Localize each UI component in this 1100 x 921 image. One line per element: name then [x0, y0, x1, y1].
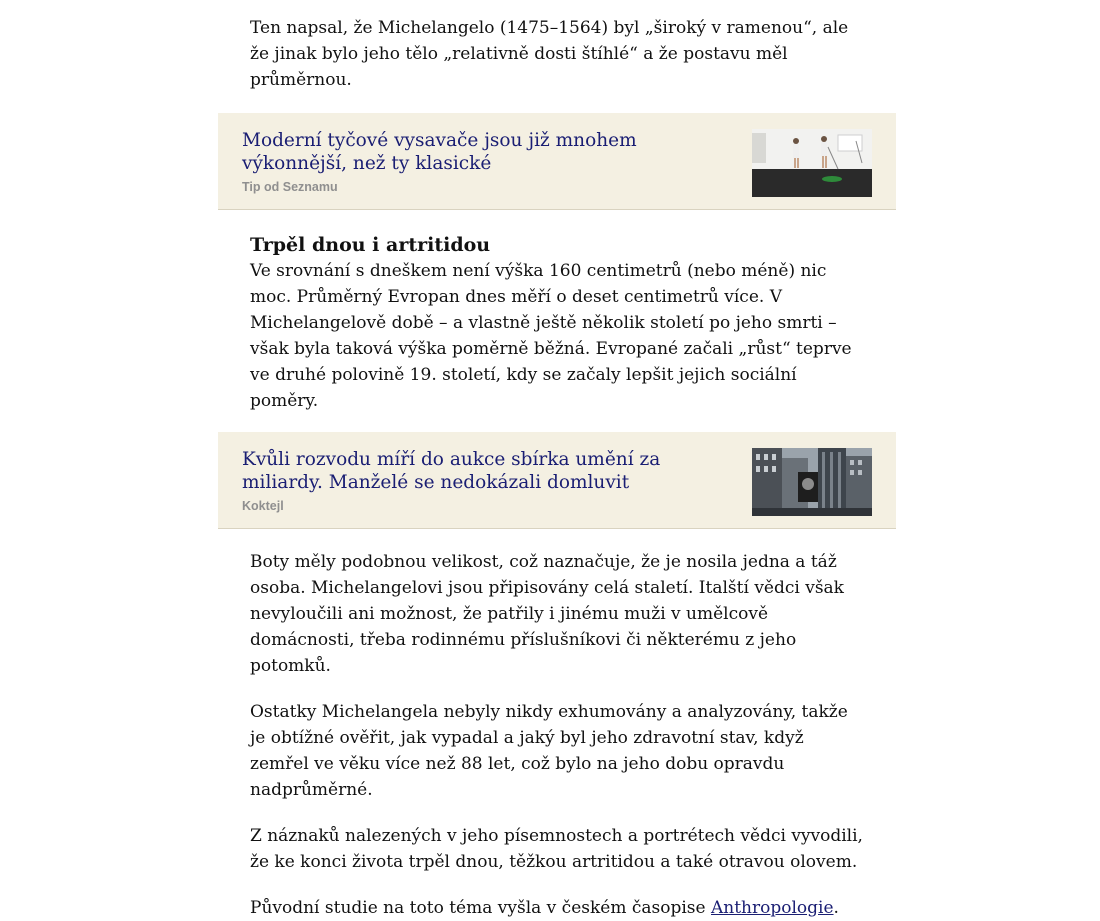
vacuum-cleaner-photo-icon[interactable] [752, 129, 872, 197]
paragraph-end: . [833, 898, 839, 918]
city-street-photo-icon[interactable] [752, 448, 872, 516]
article-paragraph: Ten napsal, že Michelangelo (1475–1564) byl „široký v ramenou“, ale že jinak bylo jeho tělo „relativně dosti štíhlé“ a že postavu měl průměrnou. [250, 18, 849, 90]
article-paragraph: Z náznaků nalezených v jeho písemnostech a portrétech vědci vyvodili, že ke konci života trpěl dnou, těžkou artritidou a také otravou olovem. [250, 826, 863, 872]
article-paragraph: Boty měly podobnou velikost, což naznačuje, že je nosila jedna a táž osoba. Michelangelovi jsou připisovány celá staletí. Italští vědci však nevyloučili ani možnost, že patřily i jinému muži v umělcově domácnosti, třeba rodinnému příslušníkovi či některému z jeho potomků. [250, 552, 844, 676]
anthropologie-link[interactable]: Anthropologie [711, 898, 834, 918]
paragraph-text: Původní studie na toto téma vyšla v českém časopise [250, 898, 711, 918]
article-paragraph: Ve srovnání s dneškem není výška 160 centimetrů (nebo méně) nic moc. Průměrný Evropan dnes měří o deset centimetrů více. V Michelangelově době – a vlastně ještě několik století po jeho smrti – však byla taková výška poměrně běžná. Evropané začali „růst“ teprve ve druhé polovině 19. století, kdy se začaly lepšit jejich sociální poměry. [250, 261, 852, 411]
promo-card[interactable] [218, 432, 896, 529]
promo-title-link[interactable]: Kvůli rozvodu míří do aukce sbírka umění za miliardy. Manželé se nedokázali domluvit [242, 449, 661, 493]
promo-source-label: Koktejl [242, 499, 284, 513]
promo-title-link[interactable]: Moderní tyčové vysavače jsou již mnohem výkonnější, než ty klasické [242, 130, 637, 174]
article-column [218, 0, 896, 921]
section-heading: Trpěl dnou i artritidou [250, 234, 491, 256]
promo-card[interactable] [218, 113, 896, 210]
article-paragraph-source [250, 895, 864, 921]
article-paragraph: Ostatky Michelangela nebyly nikdy exhumovány a analyzovány, takže je obtížné ověřit, jak vypadal a jaký byl jeho zdravotní stav, když zemřel ve věku více než 88 let, což bylo na jeho dobu opravdu nadprůměrné. [250, 702, 848, 800]
promo-source-label: Tip od Seznamu [242, 180, 338, 194]
